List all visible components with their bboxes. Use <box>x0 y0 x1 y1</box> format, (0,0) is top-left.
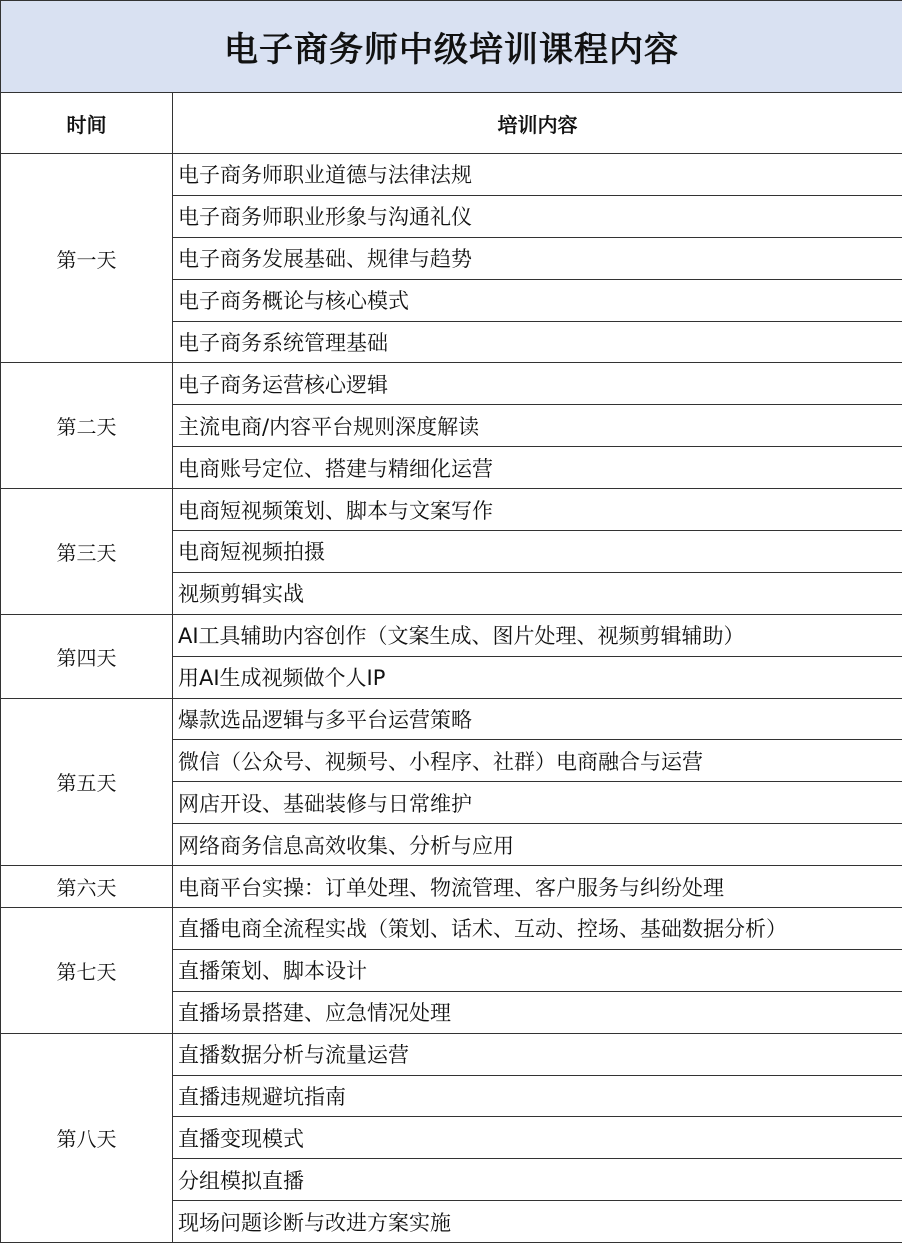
day-label: 第六天 <box>1 866 173 908</box>
course-item: 用AI生成视频做个人IP <box>173 656 902 698</box>
table-row <box>1 866 902 908</box>
course-item: 分组模拟直播 <box>173 1159 902 1201</box>
course-item: 网络商务信息高效收集、分析与应用 <box>173 824 902 866</box>
course-item: 主流电商/内容平台规则深度解读 <box>173 405 902 447</box>
course-item: 直播变现模式 <box>173 1117 902 1159</box>
table-row <box>1 698 902 740</box>
course-item: 电商短视频策划、脚本与文案写作 <box>173 489 902 531</box>
table-row <box>1 489 902 531</box>
table-row <box>1 908 902 950</box>
course-item: 电商短视频拍摄 <box>173 531 902 573</box>
course-item: 电子商务系统管理基础 <box>173 321 902 363</box>
table-row <box>1 614 902 656</box>
day-label: 第八天 <box>1 1033 173 1242</box>
day-label: 第七天 <box>1 908 173 1034</box>
column-header-time: 时间 <box>1 93 173 154</box>
course-item: 直播数据分析与流量运营 <box>173 1033 902 1075</box>
course-item: 直播策划、脚本设计 <box>173 949 902 991</box>
course-item: 视频剪辑实战 <box>173 572 902 614</box>
title-row <box>1 1 902 93</box>
course-item: 电子商务师职业形象与沟通礼仪 <box>173 195 902 237</box>
day-label: 第五天 <box>1 698 173 866</box>
column-header-content: 培训内容 <box>173 93 902 154</box>
course-item: 爆款选品逻辑与多平台运营策略 <box>173 698 902 740</box>
table-row <box>1 154 902 196</box>
table-row <box>1 363 902 405</box>
day-label: 第二天 <box>1 363 173 489</box>
course-item: 现场问题诊断与改进方案实施 <box>173 1201 902 1243</box>
course-item: 微信（公众号、视频号、小程序、社群）电商融合与运营 <box>173 740 902 782</box>
course-item: 电子商务运营核心逻辑 <box>173 363 902 405</box>
day-label: 第一天 <box>1 154 173 363</box>
course-item: 电子商务概论与核心模式 <box>173 279 902 321</box>
course-item: 直播场景搭建、应急情况处理 <box>173 991 902 1033</box>
table-body <box>1 1 902 1243</box>
table-title: 电子商务师中级培训课程内容 <box>1 1 902 93</box>
course-item: 电商账号定位、搭建与精细化运营 <box>173 447 902 489</box>
day-label: 第三天 <box>1 489 173 615</box>
table-row <box>1 1033 902 1075</box>
course-item: 直播违规避坑指南 <box>173 1075 902 1117</box>
course-item: 直播电商全流程实战（策划、话术、互动、控场、基础数据分析） <box>173 908 902 950</box>
course-item: 电子商务发展基础、规律与趋势 <box>173 237 902 279</box>
course-item: 电商平台实操：订单处理、物流管理、客户服务与纠纷处理 <box>173 866 902 908</box>
course-item: 电子商务师职业道德与法律法规 <box>173 154 902 196</box>
header-row <box>1 93 902 154</box>
course-item: 网店开设、基础装修与日常维护 <box>173 782 902 824</box>
course-item: AI工具辅助内容创作（文案生成、图片处理、视频剪辑辅助） <box>173 614 902 656</box>
day-label: 第四天 <box>1 614 173 698</box>
